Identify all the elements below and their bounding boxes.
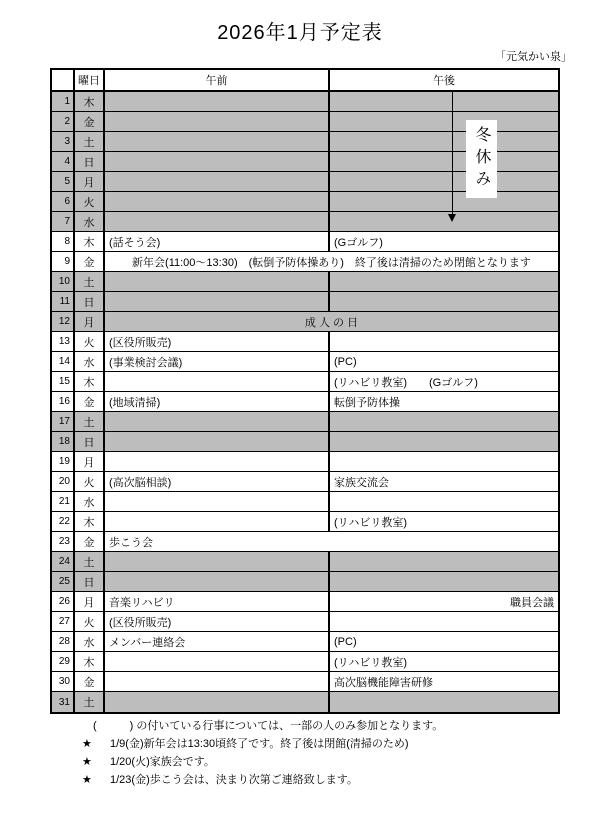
- day-cell: 29: [52, 652, 75, 671]
- pm-cell: [330, 452, 558, 471]
- pm-cell: [330, 212, 558, 231]
- am-cell: [105, 92, 330, 111]
- pm-cell: (リハビリ教室) (Gゴルフ): [334, 376, 478, 389]
- footnote-line: [82, 734, 572, 752]
- day-cell: 13: [52, 332, 75, 351]
- pm-cell: [330, 492, 558, 511]
- table-row: [52, 92, 558, 112]
- table-row: [52, 652, 558, 672]
- am-cell: [105, 272, 330, 291]
- pm-cell: [330, 332, 558, 351]
- star-bullet-icon: ★: [82, 737, 92, 750]
- table-header-row: [52, 70, 558, 92]
- am-cell: [105, 212, 330, 231]
- weekday-cell: 月: [75, 172, 105, 191]
- footnote-line: [82, 716, 572, 734]
- day-cell: 20: [52, 472, 75, 491]
- footnote-text: 1/9(金)新年会は13:30頃終了です。終了後は閉館(清掃のため): [110, 738, 409, 750]
- weekday-cell: 月: [75, 592, 105, 611]
- weekday-cell: 月: [75, 452, 105, 471]
- winter-break-arrow-head: [448, 214, 456, 222]
- weekday-cell: 土: [75, 412, 105, 431]
- am-cell: [105, 192, 330, 211]
- day-cell: 7: [52, 212, 75, 231]
- pm-cell: [330, 92, 558, 111]
- weekday-cell: 日: [75, 432, 105, 451]
- pm-cell: 転倒予防体操: [334, 396, 400, 409]
- pm-cell: 家族交流会: [334, 476, 389, 489]
- header-pm-cell: 午後: [433, 75, 455, 87]
- day-cell: 9: [52, 252, 75, 271]
- am-cell: [105, 152, 330, 171]
- table-row: [52, 532, 558, 552]
- weekday-cell: 水: [75, 492, 105, 511]
- table-row: [52, 492, 558, 512]
- day-cell: 1: [52, 92, 75, 111]
- table-row: [52, 232, 558, 252]
- weekday-cell: 日: [75, 152, 105, 171]
- table-row: [52, 332, 558, 352]
- merged-event-cell: 新年会(11:00～13:30) (転倒予防体操あり) 終了後は清掃のため閉館となります: [132, 256, 531, 269]
- pm-cell: (PC): [334, 635, 357, 648]
- pm-cell: 職員会議: [510, 596, 554, 609]
- page-title: 2026年1月予定表: [217, 22, 383, 44]
- footnote-line: [82, 752, 572, 770]
- am-cell: [105, 552, 330, 571]
- table-row: [52, 572, 558, 592]
- table-row: [52, 352, 558, 372]
- day-cell: 2: [52, 112, 75, 131]
- day-cell: 5: [52, 172, 75, 191]
- table-row: [52, 692, 558, 712]
- weekday-cell: 金: [75, 392, 105, 411]
- org-name: 「元気かい泉」: [495, 51, 572, 63]
- footnotes: [82, 716, 572, 788]
- day-cell: 16: [52, 392, 75, 411]
- pm-cell: (Gゴルフ): [334, 236, 383, 249]
- day-cell: 31: [52, 692, 75, 712]
- table-row: [52, 472, 558, 492]
- table-row: [52, 312, 558, 332]
- am-cell: (事業検討会議): [105, 352, 330, 371]
- am-cell: [105, 512, 330, 531]
- weekday-cell: 木: [75, 232, 105, 251]
- merged-event-cell: 歩こう会: [109, 536, 153, 549]
- day-cell: 23: [52, 532, 75, 551]
- header-day-cell: [52, 70, 75, 90]
- table-row: [52, 452, 558, 472]
- pm-cell: [330, 132, 558, 151]
- weekday-cell: 日: [75, 572, 105, 591]
- weekday-cell: 月: [75, 312, 105, 331]
- pm-cell: [330, 112, 558, 131]
- pm-cell: [330, 412, 558, 431]
- day-cell: 30: [52, 672, 75, 691]
- day-cell: 15: [52, 372, 75, 391]
- day-cell: 6: [52, 192, 75, 211]
- am-cell: メンバー連絡会: [105, 632, 330, 651]
- weekday-cell: 火: [75, 612, 105, 631]
- am-cell: (区役所販売): [105, 612, 330, 631]
- footnote-text: 1/23(金)歩こう会は、決まり次第ご連絡致します。: [110, 774, 358, 786]
- am-cell: [105, 652, 330, 671]
- table-row: [52, 432, 558, 452]
- weekday-cell: 水: [75, 632, 105, 651]
- pm-cell: [330, 292, 558, 311]
- table-row: [52, 372, 558, 392]
- am-cell: (地域清掃): [105, 392, 330, 411]
- day-cell: 8: [52, 232, 75, 251]
- table-row: [52, 412, 558, 432]
- table-row: [52, 252, 558, 272]
- winter-break-label: 冬休み: [466, 120, 497, 198]
- table-row: [52, 612, 558, 632]
- pm-cell: (リハビリ教室): [334, 516, 407, 529]
- table-row: [52, 292, 558, 312]
- weekday-cell: 土: [75, 132, 105, 151]
- pm-cell: [330, 572, 558, 591]
- table-row: [52, 632, 558, 652]
- pm-cell: (PC): [334, 355, 357, 368]
- am-cell: [105, 492, 330, 511]
- pm-cell: [330, 552, 558, 571]
- pm-cell: 高次脳機能障害研修: [334, 676, 433, 689]
- am-cell: [105, 372, 330, 391]
- table-row: [52, 212, 558, 232]
- pm-cell: [330, 192, 558, 211]
- day-cell: 10: [52, 272, 75, 291]
- footnote-line: [82, 770, 572, 788]
- am-cell: [105, 432, 330, 451]
- day-cell: 25: [52, 572, 75, 591]
- footnote-text: 1/20(火)家族会です。: [110, 756, 215, 768]
- weekday-cell: 金: [75, 532, 105, 551]
- am-cell: (区役所販売): [105, 332, 330, 351]
- weekday-cell: 水: [75, 352, 105, 371]
- day-cell: 28: [52, 632, 75, 651]
- am-cell: [105, 572, 330, 591]
- day-cell: 11: [52, 292, 75, 311]
- winter-break-arrow-line: [452, 91, 453, 215]
- weekday-cell: 土: [75, 272, 105, 291]
- table-row: [52, 512, 558, 532]
- pm-cell: [330, 172, 558, 191]
- weekday-cell: 土: [75, 552, 105, 571]
- weekday-cell: 金: [75, 672, 105, 691]
- day-cell: 18: [52, 432, 75, 451]
- table-row: [52, 592, 558, 612]
- weekday-cell: 木: [75, 512, 105, 531]
- table-row: [52, 552, 558, 572]
- pm-cell: [330, 692, 558, 712]
- am-cell: [105, 112, 330, 131]
- weekday-cell: 木: [75, 92, 105, 111]
- pm-cell: [330, 272, 558, 291]
- pm-cell: (リハビリ教室): [334, 656, 407, 669]
- weekday-cell: 金: [75, 252, 105, 271]
- weekday-cell: 木: [75, 652, 105, 671]
- merged-event-cell: 成 人 の 日: [304, 316, 359, 329]
- star-bullet-icon: ★: [82, 755, 92, 768]
- day-cell: 14: [52, 352, 75, 371]
- pm-cell: [330, 612, 558, 631]
- pm-cell: [330, 432, 558, 451]
- day-cell: 22: [52, 512, 75, 531]
- day-cell: 12: [52, 312, 75, 331]
- day-cell: 21: [52, 492, 75, 511]
- day-cell: 27: [52, 612, 75, 631]
- am-cell: [105, 412, 330, 431]
- day-cell: 24: [52, 552, 75, 571]
- weekday-cell: 土: [75, 692, 105, 712]
- footnote-text: ( ) の付いている行事については、一部の人のみ参加となります。: [93, 720, 444, 732]
- day-cell: 19: [52, 452, 75, 471]
- star-bullet-icon: ★: [82, 773, 92, 786]
- weekday-cell: 日: [75, 292, 105, 311]
- am-cell: 音楽リハビリ: [105, 592, 330, 611]
- table-row: [52, 272, 558, 292]
- weekday-cell: 金: [75, 112, 105, 131]
- table-row: [52, 392, 558, 412]
- am-cell: [105, 172, 330, 191]
- am-cell: [105, 292, 330, 311]
- am-cell: [105, 672, 330, 691]
- am-cell: [105, 132, 330, 151]
- am-cell: (高次脳相談): [105, 472, 330, 491]
- header-weekday-cell: 曜日: [75, 70, 105, 90]
- weekday-cell: 火: [75, 332, 105, 351]
- am-cell: [105, 452, 330, 471]
- day-cell: 3: [52, 132, 75, 151]
- am-cell: (話そう会): [105, 232, 330, 251]
- weekday-cell: 火: [75, 192, 105, 211]
- weekday-cell: 木: [75, 372, 105, 391]
- pm-cell: [330, 152, 558, 171]
- day-cell: 17: [52, 412, 75, 431]
- am-cell: [105, 692, 330, 712]
- header-am-cell: 午前: [105, 70, 330, 90]
- weekday-cell: 水: [75, 212, 105, 231]
- table-row: [52, 672, 558, 692]
- day-cell: 4: [52, 152, 75, 171]
- day-cell: 26: [52, 592, 75, 611]
- weekday-cell: 火: [75, 472, 105, 491]
